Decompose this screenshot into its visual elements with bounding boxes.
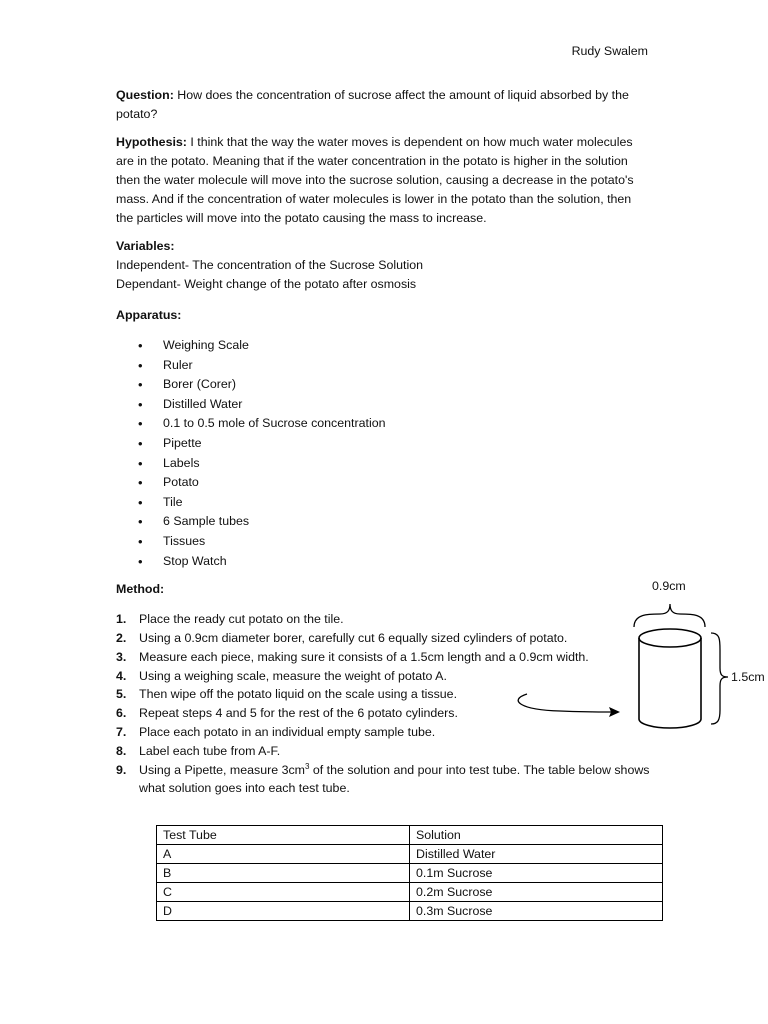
step-text: Using a weighing scale, measure the weight of potato A. — [139, 668, 447, 683]
author-name: Rudy Swalem — [571, 44, 648, 58]
step-number: 3. — [116, 649, 127, 664]
table-cell: A — [157, 845, 410, 864]
document-body — [116, 86, 650, 798]
method-step — [116, 648, 659, 667]
step-text-after: of the solution and pour into test tube. The table below shows what solution goes into each test tube. — [139, 762, 650, 796]
hypothesis-label: Hypothesis: — [116, 135, 187, 149]
step-text: Using a 0.9cm diameter borer, carefully cut 6 equally sized cylinders of potato. — [139, 630, 568, 645]
step-number: 2. — [116, 630, 127, 645]
question-text: How does the concentration of sucrose affect the amount of liquid absorbed by the potato? — [116, 88, 629, 121]
height-brace — [711, 633, 728, 724]
question-paragraph — [116, 86, 650, 124]
table-row — [157, 883, 663, 902]
step-text-before: Using a Pipette, measure 3cm — [139, 762, 305, 777]
list-item: • Potato — [138, 473, 650, 493]
step-number: 5. — [116, 687, 127, 702]
step-number: 8. — [116, 743, 127, 758]
dependant-variable: Dependant- Weight change of the potato after osmosis — [116, 277, 417, 291]
hypothesis-text: I think that the way the water moves is dependent on how much water molecules are in the potato. Meaning that if the water concentration in the potato is higher in the solution then the water molecule will move into the sucrose solution, causing a decrease in the potato's mass. And if the concentration of water molecules is lower in the potato than the solution, then the particles will move into the potato causing the mass to increase. — [116, 135, 634, 225]
step-number: 9. — [116, 762, 127, 777]
superscript: 3 — [304, 761, 310, 771]
method-step — [116, 704, 659, 723]
table-cell: 0.2m Sucrose — [410, 883, 663, 902]
header-cell: Test Tube — [157, 826, 410, 845]
method-step — [116, 685, 659, 704]
list-item: • Tissues — [138, 532, 650, 552]
table-row — [157, 845, 663, 864]
method-step — [116, 723, 659, 742]
list-item: • Ruler — [138, 356, 650, 376]
method-heading: Method: — [116, 582, 165, 597]
method-step — [116, 667, 659, 686]
table-header-row — [157, 826, 663, 845]
list-item: • 6 Sample tubes — [138, 512, 650, 532]
list-item: • Tile — [138, 493, 650, 513]
method-step — [116, 610, 659, 629]
variables-heading: Variables: — [116, 239, 175, 253]
table-cell: Distilled Water — [410, 845, 663, 864]
table-cell: C — [157, 883, 410, 902]
method-step — [116, 742, 659, 761]
table-cell: 0.3m Sucrose — [410, 902, 663, 921]
step-number: 6. — [116, 706, 127, 721]
table-row — [157, 864, 663, 883]
header-cell: Solution — [410, 826, 663, 845]
step-text: Place each potato in an individual empty sample tube. — [139, 724, 436, 739]
list-item: • 0.1 to 0.5 mole of Sucrose concentration — [138, 414, 650, 434]
step-text: Repeat steps 4 and 5 for the rest of the 6 potato cylinders. — [139, 706, 458, 721]
question-label: Question: — [116, 88, 174, 102]
table-cell: D — [157, 902, 410, 921]
step-text: Place the ready cut potato on the tile. — [139, 612, 344, 627]
step-number: 7. — [116, 724, 127, 739]
method-step — [116, 629, 659, 648]
table-cell: B — [157, 864, 410, 883]
step-text: Label each tube from A-F. — [139, 743, 281, 758]
list-item: • Borer (Corer) — [138, 375, 650, 395]
list-item: • Stop Watch — [138, 552, 650, 572]
independent-variable: Independent- The concentration of the Sucrose Solution — [116, 258, 423, 272]
list-item: • Distilled Water — [138, 395, 650, 415]
step-text: Then wipe off the potato liquid on the scale using a tissue. — [139, 687, 458, 702]
apparatus-list — [116, 336, 650, 571]
table-row — [157, 902, 663, 921]
list-item: • Labels — [138, 454, 650, 474]
step-number: 4. — [116, 668, 127, 683]
step-text: Measure each piece, making sure it consists of a 1.5cm length and a 0.9cm width. — [139, 649, 589, 664]
step-number: 1. — [116, 612, 127, 627]
list-item: • Pipette — [138, 434, 650, 454]
height-label: 1.5cm — [731, 670, 765, 684]
table-cell: 0.1m Sucrose — [410, 864, 663, 883]
list-item: • Weighing Scale — [138, 336, 650, 356]
method-step — [116, 761, 659, 799]
apparatus-heading: Apparatus: — [116, 308, 182, 322]
width-label: 0.9cm — [652, 579, 686, 593]
solution-table — [156, 825, 663, 921]
hypothesis-paragraph — [116, 133, 650, 228]
method-steps — [116, 610, 650, 798]
